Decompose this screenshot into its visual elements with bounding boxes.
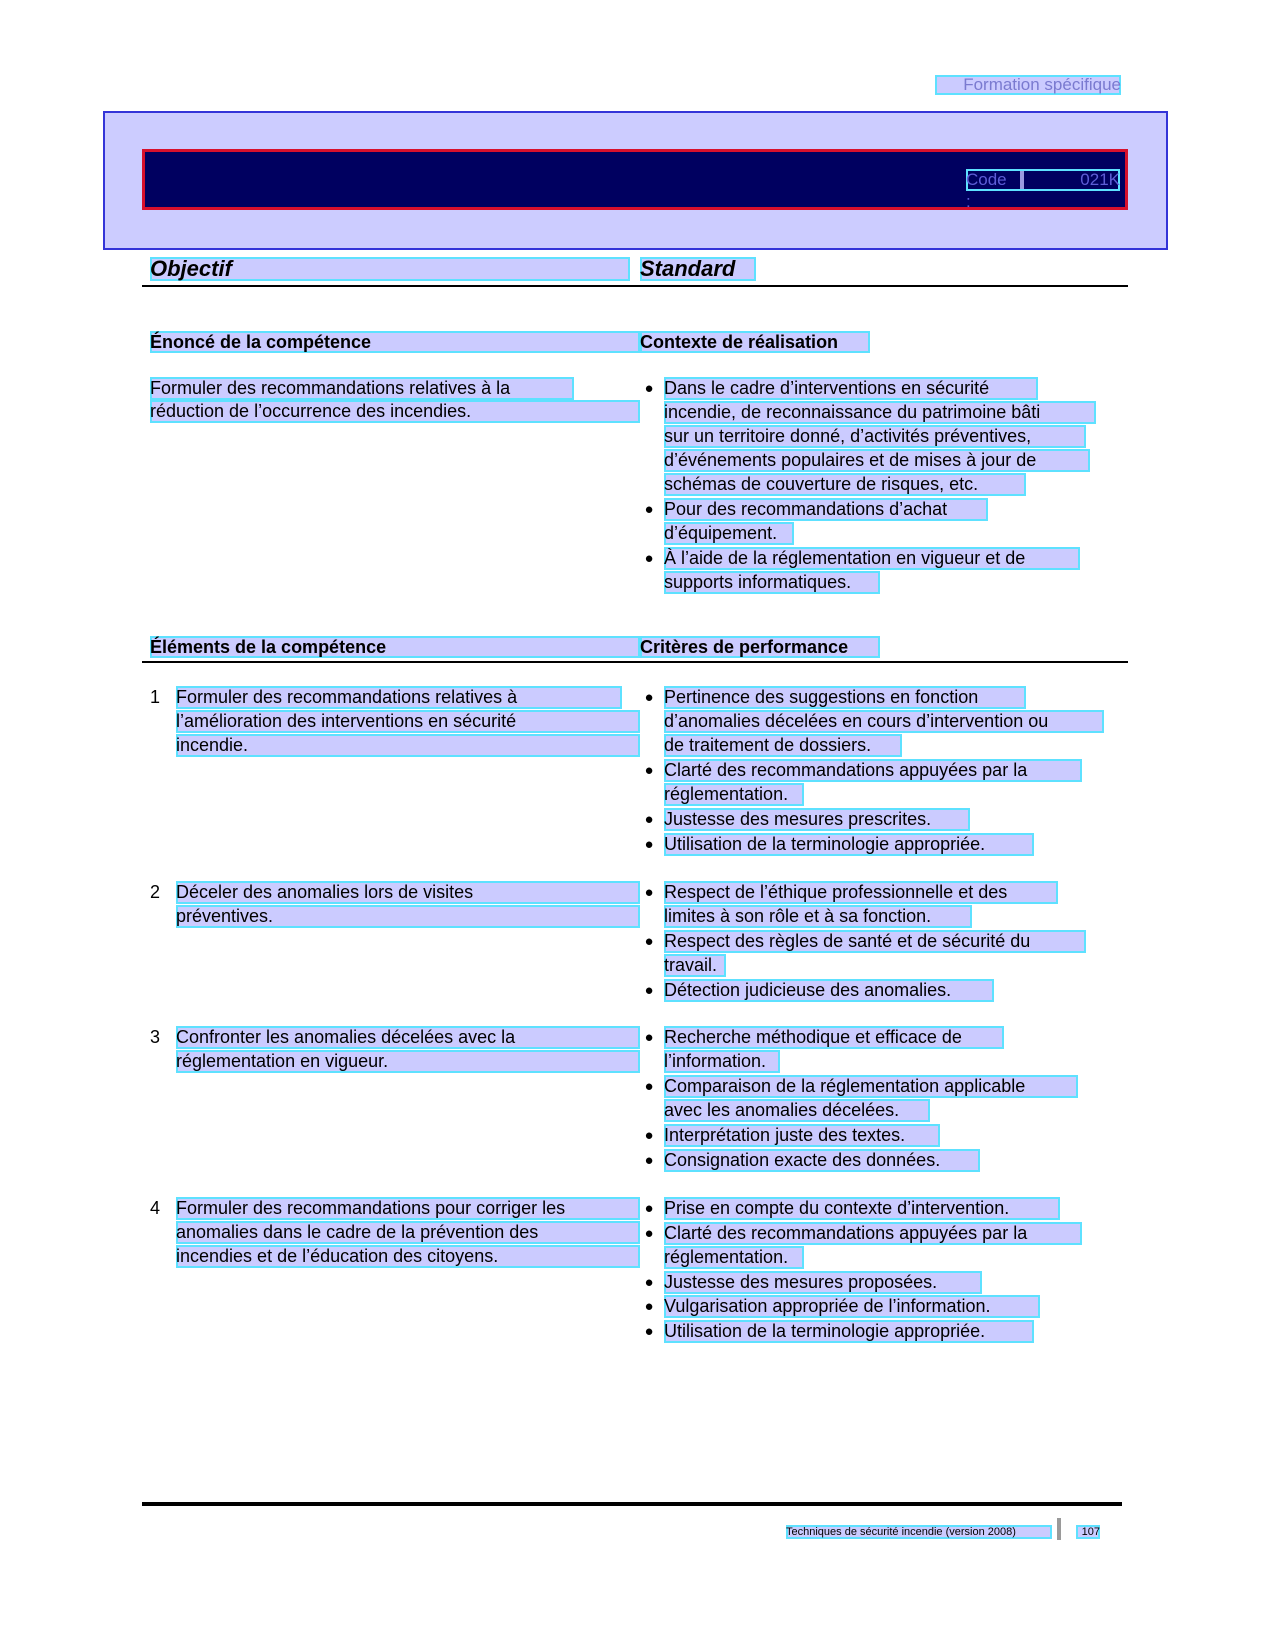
criterion-line: avec les anomalies décelées. xyxy=(664,1099,930,1122)
element-number: 2 xyxy=(150,882,161,902)
criterion-line: Respect de l’éthique professionnelle et des xyxy=(664,881,1058,904)
bullet-icon: ● xyxy=(644,836,654,853)
bullet-icon: ● xyxy=(644,1029,654,1046)
criterion-line: de traitement de dossiers. xyxy=(664,734,902,757)
bullet-icon: ● xyxy=(644,1323,654,1340)
footer-text: Techniques de sécurité incendie (version 2008) xyxy=(786,1525,1052,1539)
code-separator xyxy=(1020,171,1024,189)
bullet-icon: ● xyxy=(644,550,654,567)
element-line: Déceler des anomalies lors de visites xyxy=(176,881,640,904)
bullet-icon: ● xyxy=(644,1127,654,1144)
criterion-line: réglementation. xyxy=(664,1246,804,1269)
criterion-line: Clarté des recommandations appuyées par la xyxy=(664,759,1082,782)
criterion-line: Justesse des mesures proposées. xyxy=(664,1271,982,1294)
statement-line: réduction de l’occurrence des incendies. xyxy=(150,400,640,423)
context-heading: Contexte de réalisation xyxy=(640,331,870,353)
code-label: Code : xyxy=(966,170,1007,211)
footer-separator xyxy=(1057,1518,1061,1540)
element-line: Formuler des recommandations pour corriger les xyxy=(176,1197,640,1220)
context-line: sur un territoire donné, d’activités préventives, xyxy=(664,425,1086,448)
context-line: Pour des recommandations d’achat xyxy=(664,498,988,521)
element-number: 1 xyxy=(150,687,161,707)
section-rule xyxy=(142,661,1128,663)
element-line: incendie. xyxy=(176,734,640,757)
context-line: d’événements populaires et de mises à jour de xyxy=(664,449,1090,472)
criterion-line: réglementation. xyxy=(664,783,804,806)
criterion-line: Pertinence des suggestions en fonction xyxy=(664,686,1026,709)
element-line: l’amélioration des interventions en sécurité xyxy=(176,710,640,733)
running-header: Formation spécifique xyxy=(935,75,1121,95)
bullet-icon: ● xyxy=(644,982,654,999)
context-line: incendie, de reconnaissance du patrimoine bâti xyxy=(664,401,1096,424)
statement-line: Formuler des recommandations relatives à la xyxy=(150,377,574,400)
bullet-icon: ● xyxy=(644,933,654,950)
standard-title: Standard xyxy=(640,257,756,281)
criterion-line: Clarté des recommandations appuyées par la xyxy=(664,1222,1082,1245)
page-number: 107 xyxy=(1076,1525,1100,1539)
bullet-icon: ● xyxy=(644,884,654,901)
bullet-icon: ● xyxy=(644,380,654,397)
bullet-icon: ● xyxy=(644,1200,654,1217)
bullet-icon: ● xyxy=(644,1078,654,1095)
element-line: anomalies dans le cadre de la prévention des xyxy=(176,1221,640,1244)
title-rule xyxy=(142,285,1128,287)
criterion-line: Interprétation juste des textes. xyxy=(664,1124,940,1147)
criterion-line: Justesse des mesures prescrites. xyxy=(664,808,970,831)
element-line: préventives. xyxy=(176,905,640,928)
criterion-line: travail. xyxy=(664,954,726,977)
criterion-line: Recherche méthodique et efficace de xyxy=(664,1026,1004,1049)
bullet-icon: ● xyxy=(644,1225,654,1242)
code-value: 021K xyxy=(1080,170,1120,189)
bullet-icon: ● xyxy=(644,501,654,518)
context-line: Dans le cadre d’interventions en sécurité xyxy=(664,377,1038,400)
bullet-icon: ● xyxy=(644,1274,654,1291)
bullet-icon: ● xyxy=(644,811,654,828)
criterion-line: l’information. xyxy=(664,1050,780,1073)
criterion-line: Comparaison de la réglementation applicable xyxy=(664,1075,1078,1098)
context-line: À l’aide de la réglementation en vigueur et de xyxy=(664,547,1080,570)
competency-elements-heading: Éléments de la compétence xyxy=(150,636,640,658)
element-line: Confronter les anomalies décelées avec la xyxy=(176,1026,640,1049)
criterion-line: Utilisation de la terminologie appropriée. xyxy=(664,833,1034,856)
element-line: Formuler des recommandations relatives à xyxy=(176,686,622,709)
criterion-line: Détection judicieuse des anomalies. xyxy=(664,979,994,1002)
bullet-icon: ● xyxy=(644,1152,654,1169)
bullet-icon: ● xyxy=(644,1298,654,1315)
criterion-line: Consignation exacte des données. xyxy=(664,1149,980,1172)
objective-title: Objectif xyxy=(150,257,630,281)
context-line: schémas de couverture de risques, etc. xyxy=(664,473,1026,496)
criterion-line: limites à son rôle et à sa fonction. xyxy=(664,905,972,928)
performance-criteria-heading: Critères de performance xyxy=(640,636,880,658)
criterion-line: Respect des règles de santé et de sécurité du xyxy=(664,930,1086,953)
context-line: supports informatiques. xyxy=(664,571,880,594)
footer-rule xyxy=(142,1502,1122,1506)
criterion-line: Prise en compte du contexte d’intervention. xyxy=(664,1197,1060,1220)
criterion-line: Utilisation de la terminologie appropriée. xyxy=(664,1320,1034,1343)
criterion-line: Vulgarisation appropriée de l’information. xyxy=(664,1295,1040,1318)
competency-statement-heading: Énoncé de la compétence xyxy=(150,331,640,353)
element-number: 4 xyxy=(150,1198,161,1218)
context-line: d’équipement. xyxy=(664,522,794,545)
criterion-line: d’anomalies décelées en cours d’intervention ou xyxy=(664,710,1104,733)
bullet-icon: ● xyxy=(644,689,654,706)
element-line: réglementation en vigueur. xyxy=(176,1050,640,1073)
element-number: 3 xyxy=(150,1027,161,1047)
bullet-icon: ● xyxy=(644,762,654,779)
element-line: incendies et de l’éducation des citoyens. xyxy=(176,1245,640,1268)
